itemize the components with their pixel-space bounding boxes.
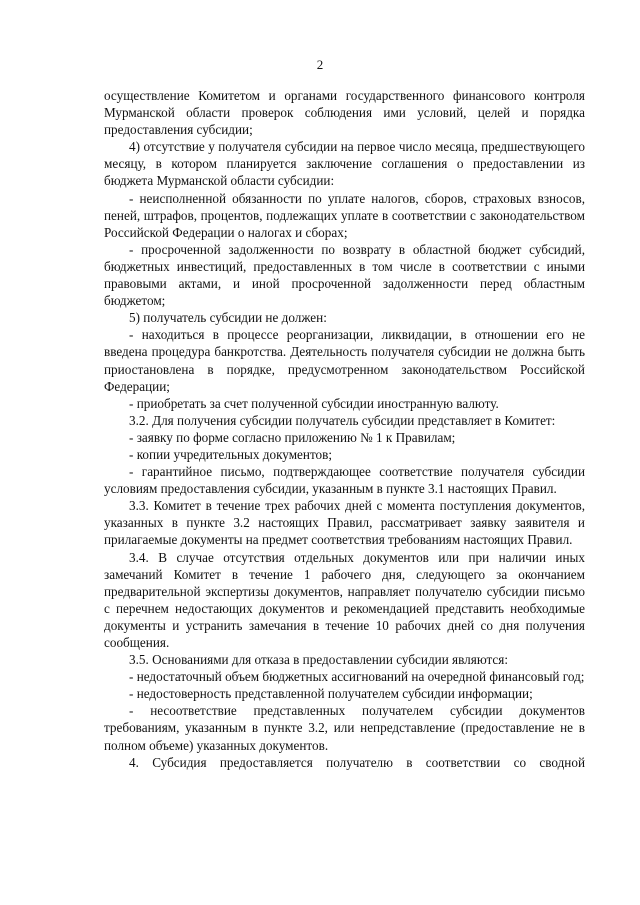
paragraph-item-4: 4) отсутствие у получателя субсидии на первое число месяца, предшествующего месяцу, в котором планируется заключение соглашения о предоставлении из бюджета Мурманской области субсидии: <box>104 139 585 189</box>
paragraph-application: - заявку по форме согласно приложению № 1 к Правилам; <box>129 429 456 445</box>
page-number: 2 <box>316 57 324 72</box>
paragraph-copies: - копии учредительных документов; <box>129 446 333 462</box>
paragraph-3-3: 3.3. Комитет в течение трех рабочих дней с момента поступления документов, указанных в пункте 3.2 настоящих Правил, рассматривает заявку заявителя и прилагаемые документы на предмет соответствия требованиям настоящих Правил. <box>104 498 585 548</box>
paragraph-nonconformity: - несоответствие представленных получателем субсидии документов требованиям, указанным в пункте 3.2, или непредставление (предоставление не в полном объеме) указанных документов. <box>104 703 585 753</box>
paragraph-tax-debt: - неисполненной обязанности по уплате налогов, сборов, страховых взносов, пеней, штрафов, процентов, подлежащих уплате в соответствии с законодательством Российской Федерации о налогах и сборах; <box>104 190 585 240</box>
paragraph-reorganization: - находиться в процессе реорганизации, ликвидации, в отношении его не введена процедура банкротства. Деятельность получателя субсидии не должна быть приостановлена в порядке, предусмотренном законодательством Российской Федерации; <box>104 327 585 394</box>
paragraph-guarantee: - гарантийное письмо, подтверждающее соответствие получателя субсидии условиям предоставления субсидии, указанным в пункте 3.1 настоящих Правил. <box>104 464 585 497</box>
paragraph-3-5: 3.5. Основаниями для отказа в предоставлении субсидии являются: <box>129 652 509 668</box>
paragraph-overdue-debt: - просроченной задолженности по возврату в областной бюджет субсидий, бюджетных инвестиций, предоставленных в том числе в соответствии с иными правовыми актами, и иной просроченной задолженности перед областным бюджетом; <box>104 241 585 309</box>
paragraph-4: 4. Субсидия предоставляется получателю в соответствии со сводной <box>129 754 585 770</box>
document-body <box>104 87 585 771</box>
paragraph-currency: - приобретать за счет полученной субсидии иностранную валюту. <box>129 395 499 411</box>
paragraph-3-2: 3.2. Для получения субсидии получатель субсидии представляет в Комитет: <box>129 412 556 428</box>
paragraph-unreliability: - недостоверность представленной получателем субсидии информации; <box>129 686 533 702</box>
paragraph-item-5: 5) получатель субсидии не должен: <box>129 310 327 326</box>
paragraph-insufficient: - недостаточный объем бюджетных ассигнований на очередной финансовый год; <box>129 669 585 685</box>
paragraph-continuation: осуществление Комитетом и органами государственного финансового контроля Мурманской области проверок соблюдения ими условий, целей и порядка предоставления субсидии; <box>104 88 585 138</box>
paragraph-3-4: 3.4. В случае отсутствия отдельных документов или при наличии иных замечаний Комитет в течение 1 рабочего дня, следующего за окончанием предварительной экспертизы документов, направляет получателю субсидии письмо с перечнем недостающих документов и рекомендацией представить необходимые документы и устранить замечания в течение 10 рабочих дней со дня получения сообщения. <box>104 549 585 650</box>
